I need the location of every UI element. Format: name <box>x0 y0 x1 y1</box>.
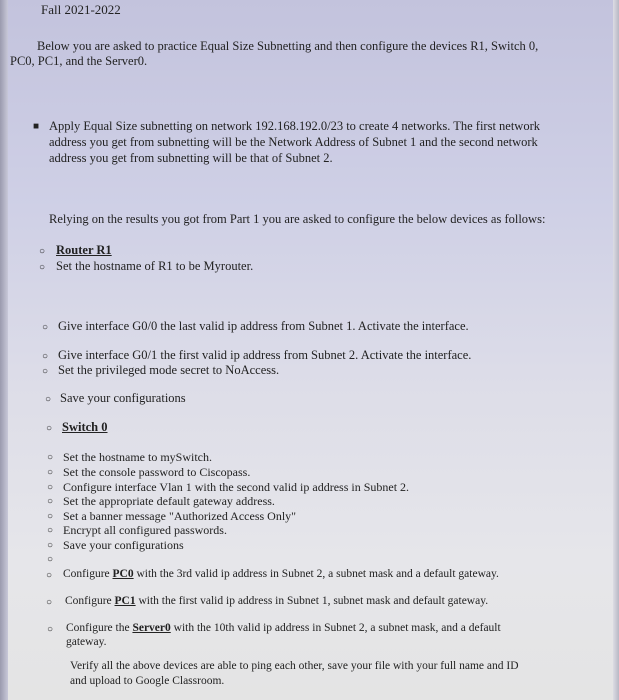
switch-item: Encrypt all configured passwords. <box>63 523 227 537</box>
switch-title: Switch 0 <box>62 420 108 434</box>
router-item: Save your configurations <box>60 391 186 405</box>
circle-bullet-icon: ○ <box>47 525 54 536</box>
circle-bullet-icon: ○ <box>45 394 52 405</box>
circle-bullet-icon: ○ <box>47 540 54 551</box>
circle-bullet-icon: ○ <box>47 467 54 478</box>
intro-line: Below you are asked to practice Equal Size Subnetting and then configure the devices R1, Switch 0, <box>37 39 539 53</box>
circle-bullet-icon: ○ <box>47 496 54 507</box>
circle-bullet-icon: ○ <box>42 366 49 377</box>
task-line: address you get from subnetting will be that of Subnet 2. <box>49 151 333 165</box>
circle-bullet-icon: ○ <box>46 423 53 434</box>
circle-bullet-icon: ○ <box>47 482 54 493</box>
switch-item: Set the appropriate default gateway address. <box>63 494 275 508</box>
circle-bullet-icon: ○ <box>47 624 54 635</box>
switch-item: Set the console password to Ciscopass. <box>63 465 251 479</box>
circle-bullet-icon: ○ <box>46 597 53 608</box>
circle-bullet-icon: ○ <box>47 511 54 522</box>
verify-line: Verify all the above devices are able to ping each other, save your file with your full name and ID <box>70 660 519 672</box>
router-title: Router R1 <box>56 243 112 257</box>
intro-line: PC0, PC1, and the Server0. <box>10 54 148 68</box>
circle-bullet-icon: ○ <box>39 246 46 257</box>
switch-item: Configure interface Vlan 1 with the second valid ip address in Subnet 2. <box>63 480 410 494</box>
circle-bullet-icon: ○ <box>47 452 54 463</box>
left-edge <box>0 0 8 700</box>
router-item: Give interface G0/1 the first valid ip address from Subnet 2. Activate the interface. <box>58 348 472 362</box>
right-edge <box>613 0 619 700</box>
task-line: address you get from subnetting will be the Network Address of Subnet 1 and the second network <box>49 135 538 149</box>
circle-bullet-icon: ○ <box>39 262 46 273</box>
header: Fall 2021-2022 <box>41 2 121 17</box>
server-item: Configure the Server0 with the 10th valid ip address in Subnet 2, a subnet mask, and a default <box>66 622 501 634</box>
circle-bullet-icon: ○ <box>42 322 49 333</box>
bullet-icon: ■ <box>33 121 40 132</box>
relying-text: Relying on the results you got from Part 1 you are asked to configure the below devices as follows: <box>49 212 546 226</box>
task-line: Apply Equal Size subnetting on network 192.168.192.0/23 to create 4 networks. The first network <box>49 119 540 133</box>
switch-item: Set the hostname to mySwitch. <box>63 450 212 464</box>
switch-item: Set a banner message "Authorized Access Only" <box>63 509 297 523</box>
pc0-item: Configure PC0 with the 3rd valid ip address in Subnet 2, a subnet mask and a default gateway. <box>63 568 499 580</box>
circle-bullet-icon: ○ <box>46 570 53 581</box>
pc1-item: Configure PC1 with the first valid ip address in Subnet 1, subnet mask and default gateway. <box>65 595 489 607</box>
router-item: Give interface G0/0 the last valid ip address from Subnet 1. Activate the interface. <box>58 319 469 333</box>
server-item-cont: gateway. <box>66 636 107 648</box>
verify-line: and upload to Google Classroom. <box>70 675 225 687</box>
empty-bullet-icon: ○ <box>47 554 54 565</box>
router-item: Set the privileged mode secret to NoAccess. <box>58 363 280 377</box>
router-item: Set the hostname of R1 to be Myrouter. <box>56 259 254 273</box>
circle-bullet-icon: ○ <box>42 351 49 362</box>
switch-item: Save your configurations <box>63 538 184 552</box>
